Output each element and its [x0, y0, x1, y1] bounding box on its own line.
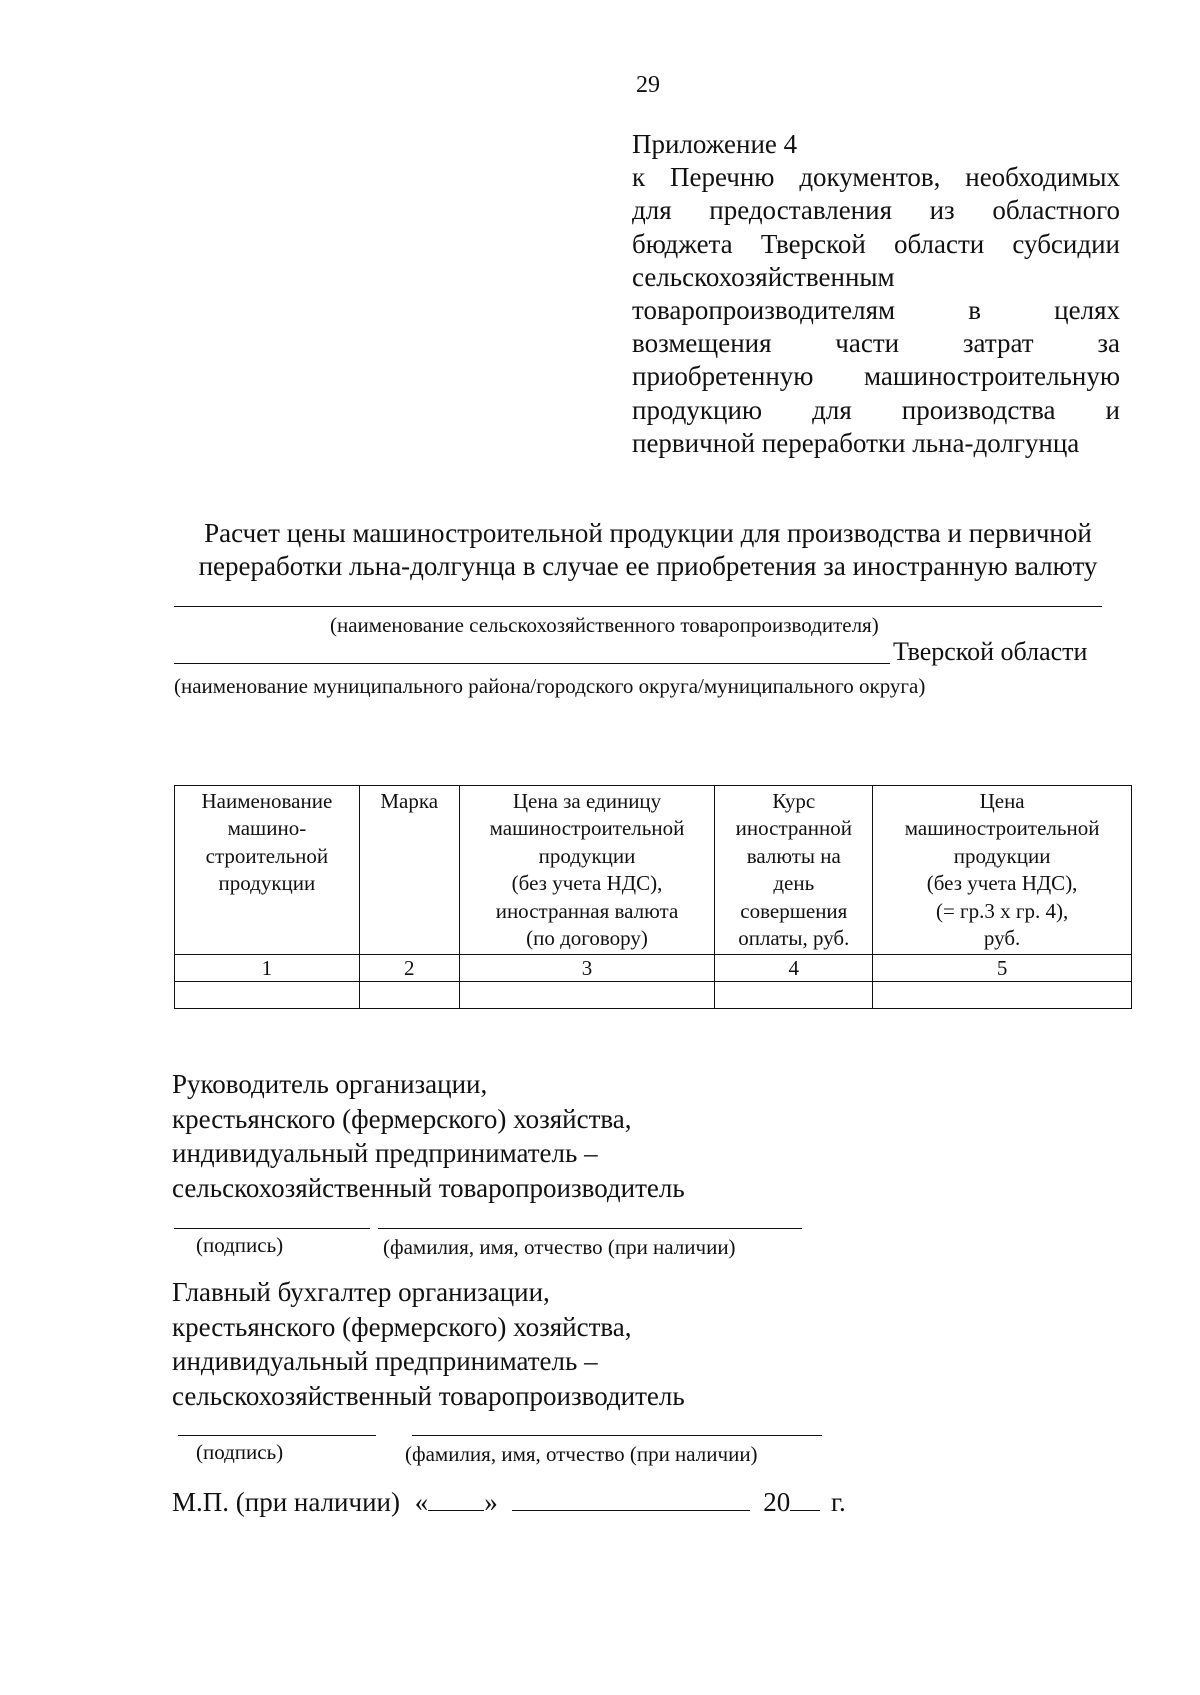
accountant-name-field[interactable]	[412, 1435, 822, 1436]
accountant-signature-line: сельскохозяйственный товаропроизводитель	[172, 1380, 685, 1411]
column-number: 2	[359, 955, 459, 982]
region-name-line	[174, 663, 890, 664]
appendix-line: товаропроизводителям в целях	[632, 295, 1120, 326]
head-signature-line: сельскохозяйственный товаропроизводитель	[172, 1172, 685, 1203]
stamp-label: М.П. (при наличии)	[172, 1487, 400, 1517]
head-name-caption: (фамилия, имя, отчество (при наличии)	[383, 1235, 736, 1259]
accountant-name-caption: (фамилия, имя, отчество (при наличии)	[405, 1442, 758, 1466]
stamp-date-line	[172, 1486, 846, 1518]
appendix-header	[632, 128, 1120, 460]
head-signature-block	[172, 1067, 685, 1205]
page-number: 29	[636, 72, 660, 98]
head-signature-line: индивидуальный предприниматель –	[172, 1138, 598, 1168]
table-cell[interactable]	[359, 982, 459, 1009]
table-cell[interactable]	[175, 982, 360, 1009]
appendix-line: приобретенную машиностроительную	[632, 361, 1120, 392]
column-number-row	[175, 955, 1132, 982]
column-header-brand: Марка	[359, 786, 459, 955]
day-field[interactable]	[428, 1486, 484, 1511]
accountant-signature-caption: (подпись)	[196, 1440, 284, 1464]
appendix-line: для предоставления из областного	[632, 195, 1120, 226]
table-cell[interactable]	[715, 982, 873, 1009]
open-quote: «	[414, 1487, 429, 1517]
head-name-field[interactable]	[378, 1228, 802, 1229]
head-signature-field[interactable]	[174, 1228, 370, 1229]
accountant-signature-field[interactable]	[178, 1435, 376, 1436]
producer-caption: (наименование сельскохозяйственного товаропроизводителя)	[330, 613, 879, 637]
table-header-row	[175, 786, 1132, 955]
column-header-unit-price: Цена за единицу машиностроительной продукции (без учета НДС), иностранная валюта (по договору)	[459, 786, 715, 955]
head-signature-caption: (подпись)	[196, 1233, 284, 1257]
head-signature-line: крестьянского (фермерского) хозяйства,	[172, 1103, 632, 1134]
accountant-signature-line: Главный бухгалтер организации,	[172, 1277, 550, 1307]
appendix-line: продукцию для производства и	[632, 394, 1120, 425]
document-title	[168, 517, 1128, 583]
head-signature-line: Руководитель организации,	[172, 1069, 488, 1099]
month-field[interactable]	[512, 1486, 750, 1511]
column-number: 3	[459, 955, 715, 982]
region-caption: (наименование муниципального района/городского округа/муниципального округа)	[174, 674, 926, 698]
producer-name-line	[174, 606, 1102, 607]
document-title-line: переработки льна-долгунца в случае ее приобретения за иностранную валюту	[198, 551, 1098, 581]
appendix-line: возмещения части затрат за	[632, 328, 1120, 359]
column-number: 4	[715, 955, 873, 982]
table-row	[175, 982, 1132, 1009]
table-cell[interactable]	[459, 982, 715, 1009]
table-cell[interactable]	[873, 982, 1132, 1009]
calculation-table	[174, 785, 1132, 1009]
close-quote: »	[484, 1487, 498, 1517]
column-header-name: Наименование машино- строительной продукции	[175, 786, 360, 955]
appendix-line: первичной переработки льна-долгунца	[632, 427, 1080, 458]
document-title-line: Расчет цены машиностроительной продукции для производства и первичной	[204, 518, 1092, 548]
region-suffix: Тверской области	[893, 637, 1088, 666]
column-number: 5	[873, 955, 1132, 982]
accountant-signature-line: индивидуальный предприниматель –	[172, 1346, 598, 1376]
appendix-line: бюджета Тверской области субсидии	[632, 228, 1120, 259]
column-header-total-price: Цена машиностроительной продукции (без учета НДС), (= гр.3 х гр. 4), руб.	[873, 786, 1132, 955]
column-header-exchange-rate: Курс иностранной валюты на день совершения оплаты, руб.	[715, 786, 873, 955]
appendix-line: сельскохозяйственным	[632, 261, 895, 292]
appendix-title: Приложение 4	[632, 129, 798, 159]
year-field[interactable]	[790, 1486, 820, 1511]
year-suffix: г.	[830, 1487, 846, 1517]
accountant-signature-block	[172, 1275, 685, 1413]
accountant-signature-line: крестьянского (фермерского) хозяйства,	[172, 1311, 632, 1342]
appendix-line: к Перечню документов, необходимых	[632, 162, 1120, 193]
year-prefix: 20	[763, 1487, 791, 1517]
column-number: 1	[175, 955, 360, 982]
